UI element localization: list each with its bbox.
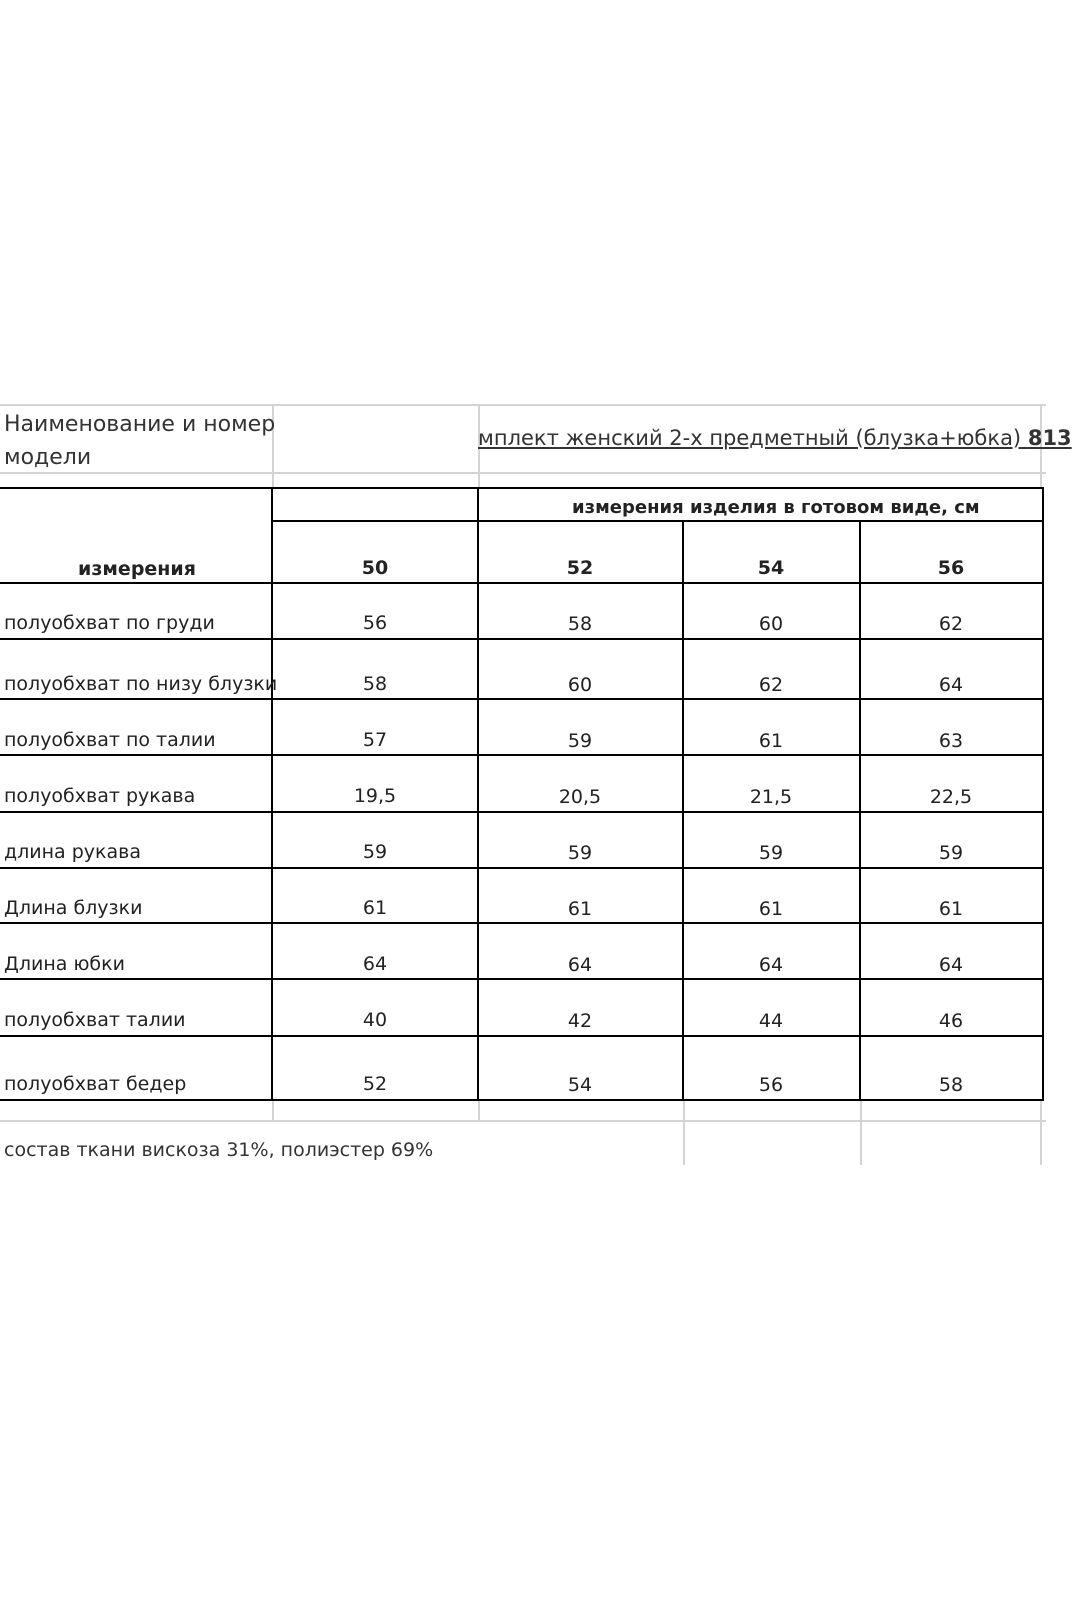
table-cell: 59 bbox=[567, 842, 593, 864]
table-border bbox=[0, 1099, 1044, 1101]
table-cell: 64 bbox=[938, 674, 964, 696]
table-border bbox=[271, 487, 273, 1101]
row-label: полуобхват рукава bbox=[4, 785, 196, 807]
table-cell: 60 bbox=[758, 613, 784, 635]
table-border bbox=[0, 582, 1044, 584]
table-cell: 64 bbox=[567, 954, 593, 976]
table-border bbox=[0, 811, 1044, 813]
grid-line bbox=[272, 1101, 274, 1121]
table-cell: 59 bbox=[362, 841, 388, 863]
table-cell: 61 bbox=[567, 898, 593, 920]
table-border bbox=[859, 520, 861, 1101]
table-border bbox=[682, 520, 684, 1101]
size-header: 56 bbox=[937, 557, 965, 579]
table-cell: 61 bbox=[758, 898, 784, 920]
row-label: полуобхват талии bbox=[4, 1009, 186, 1031]
grid-line bbox=[683, 1101, 685, 1165]
table-cell: 57 bbox=[362, 729, 388, 751]
table-border bbox=[1042, 487, 1044, 1101]
table-border bbox=[0, 922, 1044, 924]
table-cell: 22,5 bbox=[929, 786, 973, 808]
table-border bbox=[477, 487, 479, 1101]
table-border bbox=[0, 487, 1044, 489]
table-border bbox=[0, 867, 1044, 869]
table-cell: 59 bbox=[567, 730, 593, 752]
table-cell: 60 bbox=[567, 674, 593, 696]
table-cell: 21,5 bbox=[749, 786, 793, 808]
table-cell: 61 bbox=[758, 730, 784, 752]
table-cell: 63 bbox=[938, 730, 964, 752]
first-column-header: измерения bbox=[78, 558, 196, 580]
row-label: длина рукава bbox=[4, 841, 141, 863]
row-label: полуобхват по груди bbox=[4, 612, 215, 634]
size-header: 50 bbox=[361, 557, 389, 579]
table-cell: 61 bbox=[362, 897, 388, 919]
table-cell: 62 bbox=[938, 613, 964, 635]
grid-line bbox=[0, 404, 1046, 406]
grid-line bbox=[478, 1101, 480, 1121]
table-cell: 44 bbox=[758, 1010, 784, 1032]
row-label: полуобхват по талии bbox=[4, 729, 216, 751]
table-cell: 59 bbox=[758, 842, 784, 864]
model-title: мплект женский 2-х предметный (блузка+юбка) 813 bbox=[478, 426, 1072, 450]
table-border bbox=[0, 638, 1044, 640]
group-header: измерения изделия в готовом виде, см bbox=[572, 497, 980, 518]
model-number: 813 bbox=[1027, 426, 1072, 450]
table-cell: 54 bbox=[567, 1074, 593, 1096]
size-header: 52 bbox=[566, 557, 594, 579]
table-cell: 46 bbox=[938, 1010, 964, 1032]
table-cell: 59 bbox=[938, 842, 964, 864]
table-cell: 64 bbox=[758, 954, 784, 976]
table-border bbox=[0, 754, 1044, 756]
table-cell: 52 bbox=[362, 1073, 388, 1095]
table-cell: 56 bbox=[758, 1074, 784, 1096]
table-cell: 42 bbox=[567, 1010, 593, 1032]
table-cell: 64 bbox=[938, 954, 964, 976]
size-header: 54 bbox=[757, 557, 785, 579]
fabric-composition: состав ткани вискоза 31%, полиэстер 69% bbox=[4, 1139, 434, 1161]
table-cell: 58 bbox=[938, 1074, 964, 1096]
grid-line bbox=[0, 1120, 1046, 1122]
row-label: Длина блузки bbox=[4, 897, 143, 919]
table-cell: 64 bbox=[362, 953, 388, 975]
table-border bbox=[272, 520, 1044, 522]
table-cell: 19,5 bbox=[353, 785, 397, 807]
table-border bbox=[0, 1035, 1044, 1037]
table-cell: 20,5 bbox=[558, 786, 602, 808]
table-cell: 58 bbox=[567, 613, 593, 635]
grid-line bbox=[860, 1101, 862, 1165]
row-label: Длина юбки bbox=[4, 953, 125, 975]
table-cell: 40 bbox=[362, 1009, 388, 1031]
table-cell: 58 bbox=[362, 673, 388, 695]
table-cell: 61 bbox=[938, 898, 964, 920]
table-cell: 62 bbox=[758, 674, 784, 696]
grid-line bbox=[1040, 1101, 1042, 1165]
table-cell: 56 bbox=[362, 612, 388, 634]
table-border bbox=[0, 978, 1044, 980]
row-label: полуобхват бедер bbox=[4, 1073, 187, 1095]
table-border bbox=[0, 698, 1044, 700]
model-name-label: Наименование и номер модели bbox=[4, 412, 276, 470]
row-label: полуобхват по низу блузки bbox=[4, 673, 278, 695]
